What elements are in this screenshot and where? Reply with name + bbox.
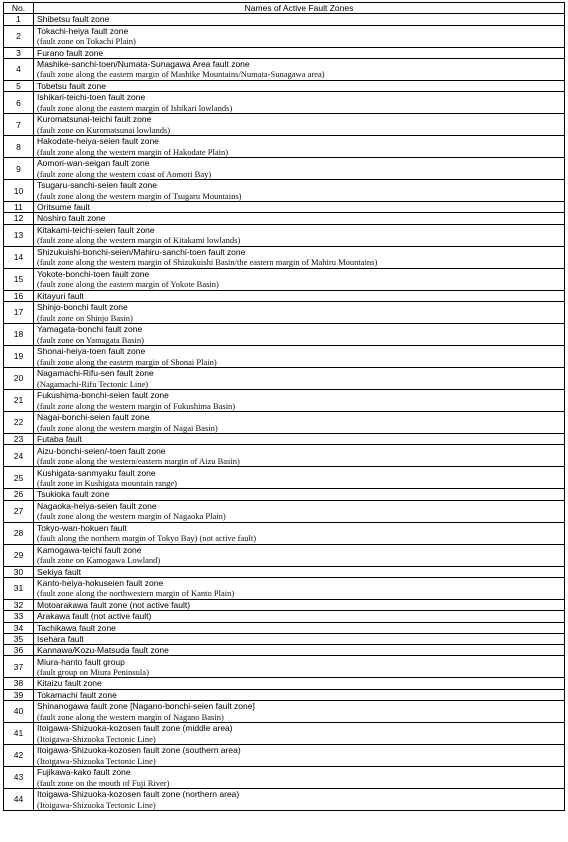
row-number: 21 bbox=[4, 390, 34, 412]
table-body bbox=[4, 14, 565, 811]
fault-zone-name: Tsukioka fault zone bbox=[37, 489, 110, 500]
row-number: 23 bbox=[4, 434, 34, 445]
row-number: 6 bbox=[4, 92, 34, 114]
fault-zone-description: (fault zone on Tokachi Plain) bbox=[37, 36, 136, 47]
row-name-cell bbox=[34, 789, 565, 811]
row-number: 39 bbox=[4, 689, 34, 700]
row-number: 36 bbox=[4, 645, 34, 656]
table-row bbox=[4, 92, 565, 114]
row-name-cell bbox=[34, 622, 565, 633]
row-name-cell bbox=[34, 467, 565, 489]
table-row bbox=[4, 14, 565, 25]
fault-zone-name: Shinjo-bonchi fault zone bbox=[37, 302, 128, 313]
row-number: 4 bbox=[4, 58, 34, 80]
row-number: 38 bbox=[4, 678, 34, 689]
row-name-cell bbox=[34, 645, 565, 656]
table-row bbox=[4, 633, 565, 644]
row-name-cell bbox=[34, 202, 565, 213]
row-name-cell bbox=[34, 58, 565, 80]
table-row bbox=[4, 434, 565, 445]
fault-zone-name: Tachikawa fault zone bbox=[37, 622, 116, 633]
row-name-cell bbox=[34, 114, 565, 136]
table-row bbox=[4, 180, 565, 202]
column-header-name: Names of Active Fault Zones bbox=[34, 3, 565, 14]
table-row bbox=[4, 324, 565, 346]
row-number: 15 bbox=[4, 268, 34, 290]
row-name-cell bbox=[34, 599, 565, 610]
row-name-cell bbox=[34, 213, 565, 224]
fault-zone-name: Kamogawa-teichi fault zone bbox=[37, 544, 142, 555]
row-number: 17 bbox=[4, 302, 34, 324]
table-row bbox=[4, 136, 565, 158]
row-name-cell bbox=[34, 723, 565, 745]
fault-zone-name: Noshiro fault zone bbox=[37, 213, 106, 224]
table-row bbox=[4, 302, 565, 324]
row-number: 3 bbox=[4, 47, 34, 58]
table-row bbox=[4, 412, 565, 434]
row-name-cell bbox=[34, 25, 565, 47]
row-name-cell bbox=[34, 302, 565, 324]
table-row bbox=[4, 701, 565, 723]
fault-zone-description: (fault zone along the western/eastern margin of Aizu Basin) bbox=[37, 455, 240, 466]
fault-zone-description: (fault zone along the eastern margin of Ishikari lowlands) bbox=[37, 102, 233, 113]
table-row bbox=[4, 723, 565, 745]
table-row bbox=[4, 566, 565, 577]
fault-zone-name: Nagai-bonchi-seien fault zone bbox=[37, 412, 150, 423]
fault-zone-name: Kanto-heiya-hokuseien fault zone bbox=[37, 578, 164, 589]
table-row bbox=[4, 611, 565, 622]
row-number: 25 bbox=[4, 467, 34, 489]
row-number: 43 bbox=[4, 767, 34, 789]
fault-zone-name: Yamagata-bonchi fault zone bbox=[37, 324, 143, 335]
fault-zone-description: (fault zone along the western margin of Nagai Basin) bbox=[37, 422, 218, 433]
row-number: 18 bbox=[4, 324, 34, 346]
fault-zone-name: Nagamachi-Rifu-sen fault zone bbox=[37, 368, 154, 379]
row-number: 11 bbox=[4, 202, 34, 213]
row-name-cell bbox=[34, 689, 565, 700]
row-name-cell bbox=[34, 14, 565, 25]
fault-zone-name: Arakawa fault (not active fault) bbox=[37, 611, 152, 622]
fault-zone-description: (fault along the northern margin of Tokyo Bay) (not active fault) bbox=[37, 533, 257, 544]
row-name-cell bbox=[34, 136, 565, 158]
table-row bbox=[4, 445, 565, 467]
row-name-cell bbox=[34, 158, 565, 180]
row-number: 26 bbox=[4, 489, 34, 500]
fault-zone-name: Tobetsu fault zone bbox=[37, 80, 106, 91]
table-header-row bbox=[4, 3, 565, 14]
row-number: 30 bbox=[4, 566, 34, 577]
fault-zone-description: (Itoigawa-Shizuoka Tectonic Line) bbox=[37, 733, 156, 744]
fault-zone-description: (fault zone along the eastern margin of Mashike Mountains/Numata-Sunagawa area) bbox=[37, 69, 325, 80]
fault-zone-name: Tokamachi fault zone bbox=[37, 689, 117, 700]
row-name-cell bbox=[34, 577, 565, 599]
fault-zone-description: (fault zone along the western margin of Shizukuishi Basin/the eastern margin of Mahiru Mountains) bbox=[37, 257, 378, 268]
fault-zone-name: Mashike-sanchi-toen/Numata-Sunagawa Area fault zone bbox=[37, 59, 250, 70]
fault-zone-name: Ishikari-teichi-toen fault zone bbox=[37, 92, 146, 103]
fault-zone-description: (fault zone along the western margin of Fukushima Basin) bbox=[37, 400, 236, 411]
fault-zone-description: (fault zone along the western margin of Nagaoka Plain) bbox=[37, 511, 226, 522]
row-number: 33 bbox=[4, 611, 34, 622]
row-name-cell bbox=[34, 92, 565, 114]
row-name-cell bbox=[34, 412, 565, 434]
fault-zone-description: (Nagamachi-Rifu Tectonic Line) bbox=[37, 378, 149, 389]
fault-zone-name: Aomori-wan-seigan fault zone bbox=[37, 158, 150, 169]
fault-zone-name: Kuromatsunai-teichi fault zone bbox=[37, 114, 152, 125]
fault-zone-description: (fault zone in Kushigata mountain range) bbox=[37, 477, 177, 488]
table-row bbox=[4, 158, 565, 180]
table-row bbox=[4, 599, 565, 610]
row-number: 42 bbox=[4, 745, 34, 767]
table-row bbox=[4, 368, 565, 390]
row-number: 40 bbox=[4, 701, 34, 723]
table-row bbox=[4, 689, 565, 700]
table-row bbox=[4, 58, 565, 80]
row-number: 44 bbox=[4, 789, 34, 811]
row-number: 37 bbox=[4, 656, 34, 678]
row-name-cell bbox=[34, 701, 565, 723]
row-number: 34 bbox=[4, 622, 34, 633]
row-number: 20 bbox=[4, 368, 34, 390]
row-name-cell bbox=[34, 47, 565, 58]
table-row bbox=[4, 467, 565, 489]
fault-zone-name: Kitayuri fault bbox=[37, 290, 84, 301]
row-number: 1 bbox=[4, 14, 34, 25]
table-row bbox=[4, 622, 565, 633]
fault-zone-description: (fault zone along the western margin of Tsugaru Mountains) bbox=[37, 190, 242, 201]
fault-zone-name: Fujikawa-kako fault zone bbox=[37, 767, 131, 778]
table-row bbox=[4, 767, 565, 789]
fault-zone-name: Yokote-bonchi-toen fault zone bbox=[37, 268, 150, 279]
table-row bbox=[4, 290, 565, 301]
row-name-cell bbox=[34, 445, 565, 467]
fault-zone-name: Isehara fault bbox=[37, 633, 84, 644]
row-name-cell bbox=[34, 500, 565, 522]
row-name-cell bbox=[34, 633, 565, 644]
table-row bbox=[4, 390, 565, 412]
table-row bbox=[4, 346, 565, 368]
fault-zone-description: (fault zone on Kamogawa Lowland) bbox=[37, 555, 161, 566]
table-row bbox=[4, 645, 565, 656]
fault-zone-description: (fault group on Miura Peninsula) bbox=[37, 666, 149, 677]
fault-zone-table-container bbox=[3, 2, 564, 811]
row-name-cell bbox=[34, 544, 565, 566]
row-number: 19 bbox=[4, 346, 34, 368]
row-number: 8 bbox=[4, 136, 34, 158]
table-row bbox=[4, 202, 565, 213]
fault-zone-name: Aizu-bonchi-seien/-toen fault zone bbox=[37, 445, 166, 456]
fault-zone-description: (fault zone along the western margin of Hakodate Plain) bbox=[37, 146, 229, 157]
row-name-cell bbox=[34, 678, 565, 689]
fault-zone-name: Oritsume fault bbox=[37, 202, 90, 213]
fault-zone-name: Itoigawa-Shizuoka-kozosen fault zone (northern area) bbox=[37, 789, 240, 800]
row-number: 2 bbox=[4, 25, 34, 47]
row-number: 12 bbox=[4, 213, 34, 224]
row-name-cell bbox=[34, 390, 565, 412]
row-name-cell bbox=[34, 767, 565, 789]
table-row bbox=[4, 745, 565, 767]
fault-zone-table bbox=[3, 2, 565, 811]
fault-zone-description: (fault zone along the western coast of Aomori Bay) bbox=[37, 168, 212, 179]
row-number: 9 bbox=[4, 158, 34, 180]
table-row bbox=[4, 500, 565, 522]
fault-zone-description: (Itoigawa-Shizuoka Tectonic Line) bbox=[37, 799, 156, 810]
row-name-cell bbox=[34, 566, 565, 577]
fault-zone-description: (fault zone along the western margin of Nagano Basin) bbox=[37, 711, 224, 722]
row-name-cell bbox=[34, 611, 565, 622]
table-row bbox=[4, 489, 565, 500]
row-number: 7 bbox=[4, 114, 34, 136]
table-row bbox=[4, 678, 565, 689]
table-row bbox=[4, 114, 565, 136]
row-name-cell bbox=[34, 368, 565, 390]
row-name-cell bbox=[34, 224, 565, 246]
fault-zone-description: (fault zone on Yamagata Basin) bbox=[37, 334, 144, 345]
fault-zone-name: Shonai-heiya-toen fault zone bbox=[37, 346, 146, 357]
fault-zone-name: Tokyo-wan-hokuen fault bbox=[37, 522, 127, 533]
table-row bbox=[4, 80, 565, 91]
column-header-no: No. bbox=[4, 3, 34, 14]
fault-zone-description: (Itoigawa-Shizuoka Tectonic Line) bbox=[37, 755, 156, 766]
table-row bbox=[4, 577, 565, 599]
fault-zone-name: Itoigawa-Shizuoka-kozosen fault zone (middle area) bbox=[37, 723, 233, 734]
fault-zone-name: Kannawa/Kozu-Matsuda fault zone bbox=[37, 645, 169, 656]
table-row bbox=[4, 47, 565, 58]
table-row bbox=[4, 25, 565, 47]
row-number: 24 bbox=[4, 445, 34, 467]
row-number: 10 bbox=[4, 180, 34, 202]
table-row bbox=[4, 789, 565, 811]
row-number: 35 bbox=[4, 633, 34, 644]
fault-zone-name: Tsugaru-sanchi-seien fault zone bbox=[37, 180, 158, 191]
fault-zone-name: Shizukuishi-bonchi-seien/Mahiru-sanchi-toen fault zone bbox=[37, 246, 246, 257]
fault-zone-name: Itoigawa-Shizuoka-kozosen fault zone (southern area) bbox=[37, 745, 241, 756]
row-name-cell bbox=[34, 180, 565, 202]
table-row bbox=[4, 224, 565, 246]
table-row bbox=[4, 522, 565, 544]
row-number: 28 bbox=[4, 522, 34, 544]
table-row bbox=[4, 268, 565, 290]
fault-zone-description: (fault zone along the western margin of Kitakami lowlands) bbox=[37, 235, 241, 246]
row-number: 5 bbox=[4, 80, 34, 91]
fault-zone-name: Hakodate-heiya-seien fault zone bbox=[37, 136, 159, 147]
row-name-cell bbox=[34, 745, 565, 767]
table-row bbox=[4, 656, 565, 678]
fault-zone-name: Kitakami-teichi-seien fault zone bbox=[37, 224, 155, 235]
fault-zone-name: Nagaoka-heiya-seien fault zone bbox=[37, 500, 157, 511]
row-number: 29 bbox=[4, 544, 34, 566]
row-name-cell bbox=[34, 268, 565, 290]
fault-zone-name: Fukushima-bonchi-seien fault zone bbox=[37, 390, 169, 401]
fault-zone-name: Motoarakawa fault zone (not active fault) bbox=[37, 599, 191, 610]
fault-zone-name: Shibetsu fault zone bbox=[37, 14, 110, 25]
table-row bbox=[4, 213, 565, 224]
fault-zone-name: Tokachi-heiya fault zone bbox=[37, 25, 129, 36]
row-name-cell bbox=[34, 522, 565, 544]
fault-zone-name: Furano fault zone bbox=[37, 47, 104, 58]
fault-zone-name: Shinanogawa fault zone [Nagano-bonchi-seien fault zone] bbox=[37, 701, 255, 712]
row-number: 27 bbox=[4, 500, 34, 522]
fault-zone-name: Sekiya fault bbox=[37, 566, 81, 577]
table-row bbox=[4, 544, 565, 566]
fault-zone-description: (fault zone along the northwestern margin of Kanto Plain) bbox=[37, 588, 235, 599]
row-name-cell bbox=[34, 434, 565, 445]
row-number: 32 bbox=[4, 599, 34, 610]
fault-zone-description: (fault zone on Shinjo Basin) bbox=[37, 312, 133, 323]
row-number: 13 bbox=[4, 224, 34, 246]
row-name-cell bbox=[34, 324, 565, 346]
table-row bbox=[4, 246, 565, 268]
row-number: 41 bbox=[4, 723, 34, 745]
row-name-cell bbox=[34, 246, 565, 268]
fault-zone-name: Miura-hanto fault group bbox=[37, 656, 125, 667]
fault-zone-description: (fault zone along the eastern margin of Yokote Basin) bbox=[37, 279, 219, 290]
fault-zone-name: Kushigata-sanmyaku fault zone bbox=[37, 467, 156, 478]
row-name-cell bbox=[34, 656, 565, 678]
fault-zone-description: (fault zone on Kuromatsunai lowlands) bbox=[37, 124, 171, 135]
row-name-cell bbox=[34, 489, 565, 500]
fault-zone-description: (fault zone on the mouth of Fuji River) bbox=[37, 777, 170, 788]
row-number: 16 bbox=[4, 290, 34, 301]
row-name-cell bbox=[34, 290, 565, 301]
fault-zone-description: (fault zone along the eastern margin of Shonai Plain) bbox=[37, 356, 217, 367]
row-number: 31 bbox=[4, 577, 34, 599]
fault-zone-name: Kitaizu fault zone bbox=[37, 678, 102, 689]
fault-zone-name: Futaba fault bbox=[37, 434, 82, 445]
row-number: 22 bbox=[4, 412, 34, 434]
row-name-cell bbox=[34, 346, 565, 368]
row-number: 14 bbox=[4, 246, 34, 268]
row-name-cell bbox=[34, 80, 565, 91]
